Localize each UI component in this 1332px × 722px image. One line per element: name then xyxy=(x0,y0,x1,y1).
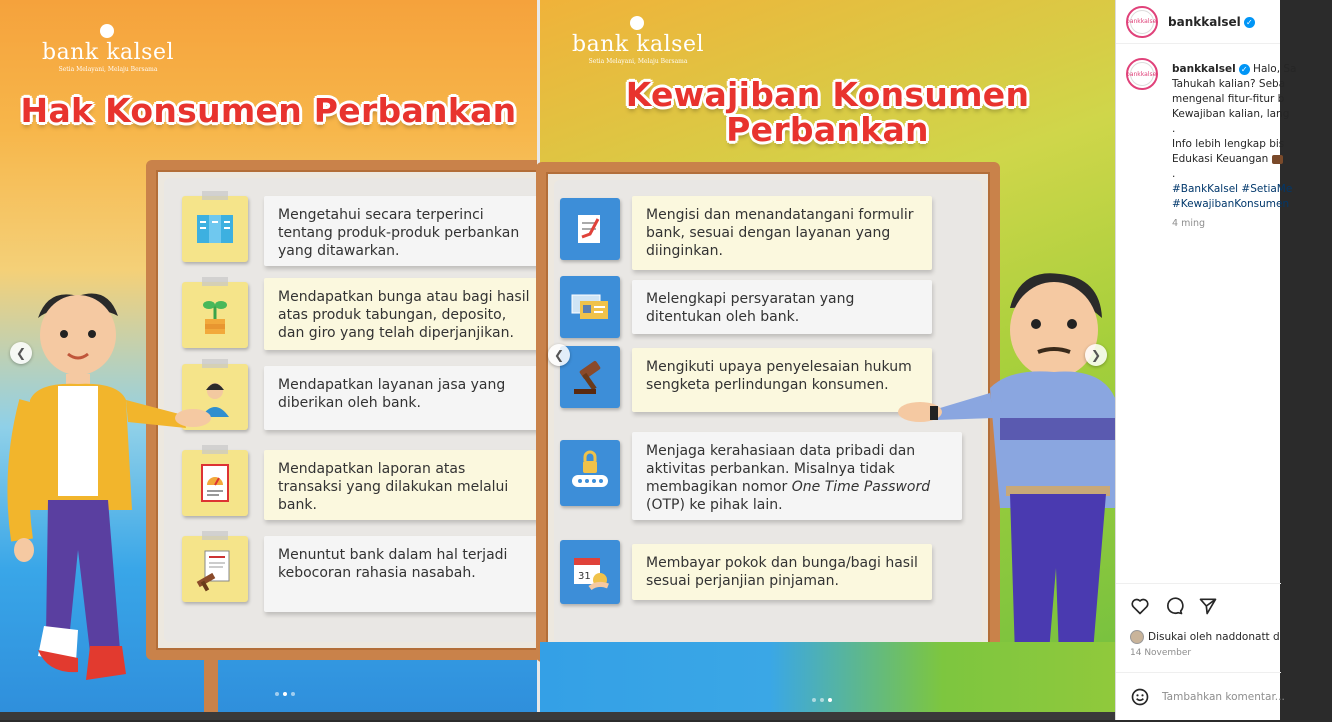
heart-icon xyxy=(1130,596,1150,616)
carousel-slide-kewajiban-konsumen xyxy=(540,0,1115,712)
caption-username[interactable]: bankkalsel xyxy=(1172,63,1236,75)
slide-title-line-1: Kewajiban Konsumen xyxy=(625,75,1030,114)
carousel-next-arrow[interactable]: ❯ xyxy=(1085,344,1107,366)
form-sign-icon xyxy=(560,198,620,260)
carousel-dot-2 xyxy=(820,698,824,702)
slide-title xyxy=(540,75,1115,149)
send-icon xyxy=(1198,596,1218,616)
hak-item-2: Mendapatkan bunga atau bagi hasil atas produk tabungan, deposito, dan giro yang telah diperjanjikan. xyxy=(264,278,544,350)
kewajiban-item-2: Melengkapi persyaratan yang ditentukan oleh bank. xyxy=(632,280,932,334)
comment-icon xyxy=(1164,596,1184,616)
bank-kalsel-logo: bank kalsel Setia Melayani, Melaju Bersama xyxy=(572,20,704,65)
hashtag-link[interactable]: #BankKalsel #SetiaMe xyxy=(1172,183,1293,195)
documents-card-icon xyxy=(560,276,620,338)
man-character-illustration xyxy=(870,268,1115,718)
likes-summary[interactable]: Disukai oleh naddonatt d xyxy=(1130,630,1280,644)
hak-item-5: Menuntut bank dalam hal terjadi kebocoran rahasia nasabah. xyxy=(264,536,544,612)
comment-box[interactable] xyxy=(1116,672,1285,720)
kewajiban-item-3: Mengikuti upaya penyelesaian hukum sengketa perlindungan konsumen. xyxy=(632,348,932,412)
slide-title-line-2: Perbankan xyxy=(726,109,929,149)
kewajiban-item-1: Mengisi dan menandatangani formulir bank, sesuai dengan layanan yang diinginkan. xyxy=(632,196,932,270)
hashtag-link[interactable]: #KewajibanKonsumen xyxy=(1172,198,1290,210)
hak-item-1: Mengetahui secara terperinci tentang produk-produk perbankan yang ditawarkan. xyxy=(264,196,544,266)
post-sidebar: bankkalsel bankkalsel ✓ bankkalsel bankkalsel ✓ Halo, Sa Tahukah kalian? Seba mengenal fitur-fitur b Kewajiban kalian, lang . Info lebih lengkap bis Edukasi Keuangan . #BankKalsel #SetiaMe #KewajibanKonsumen 4 ming Disukai oleh naddonatt d 14 November Tambahkan komentar... xyxy=(1115,0,1280,720)
password-lock-icon xyxy=(560,440,620,506)
briefcase-emoji-icon xyxy=(1272,155,1283,164)
kewajiban-item-5: Membayar pokok dan bunga/bagi hasil sesuai perjanjian pinjaman. xyxy=(632,544,932,600)
emoji-icon[interactable] xyxy=(1130,687,1150,707)
like-button[interactable] xyxy=(1130,596,1150,620)
carousel-dot-1 xyxy=(275,692,279,696)
carousel-dots xyxy=(275,692,295,696)
hak-item-3: Mendapatkan layanan jasa yang diberikan oleh bank. xyxy=(264,366,544,430)
carousel-slide-hak-konsumen xyxy=(0,0,537,712)
slide-title: Hak Konsumen Perbankan xyxy=(20,91,517,130)
boy-character-illustration xyxy=(8,290,208,690)
carousel-dots xyxy=(812,698,832,702)
brochure-icon xyxy=(182,196,248,262)
verified-badge-icon: ✓ xyxy=(1239,64,1250,75)
post-actions xyxy=(1116,583,1281,620)
liker-avatar xyxy=(1130,630,1144,644)
carousel-dot-2 xyxy=(283,692,287,696)
verified-badge-icon: ✓ xyxy=(1244,17,1255,28)
comment-button[interactable] xyxy=(1164,596,1184,620)
carousel-dot-3 xyxy=(291,692,295,696)
hak-item-4: Mendapatkan laporan atas transaksi yang dilakukan melalui bank. xyxy=(264,450,544,520)
caption-avatar[interactable]: bankkalsel xyxy=(1126,58,1158,90)
comment-input[interactable]: Tambahkan komentar... xyxy=(1162,690,1285,703)
carousel-prev-arrow[interactable]: ❮ xyxy=(10,342,32,364)
post-header xyxy=(1116,0,1280,44)
bank-kalsel-logo: bank kalsel Setia Melayani, Melaju Bersama xyxy=(42,28,174,73)
bottom-strip xyxy=(0,712,1115,720)
carousel-dot-3 xyxy=(828,698,832,702)
calendar-payment-icon xyxy=(560,540,620,604)
share-button[interactable] xyxy=(1198,596,1218,620)
carousel-prev-arrow[interactable]: ❮ xyxy=(548,344,570,366)
post-date: 14 November xyxy=(1130,648,1192,658)
svg-text:31: 31 xyxy=(578,571,591,582)
username-link[interactable]: bankkalsel ✓ xyxy=(1168,15,1255,29)
post-time: 4 ming xyxy=(1172,218,1206,229)
avatar[interactable]: bankkalsel xyxy=(1126,6,1158,38)
carousel-dot-1 xyxy=(812,698,816,702)
kewajiban-item-4: Menjaga kerahasiaan data pribadi dan aktivitas perbankan. Misalnya tidak membagikan nomor One Time Password (OTP) ke pihak lain. xyxy=(632,432,962,520)
